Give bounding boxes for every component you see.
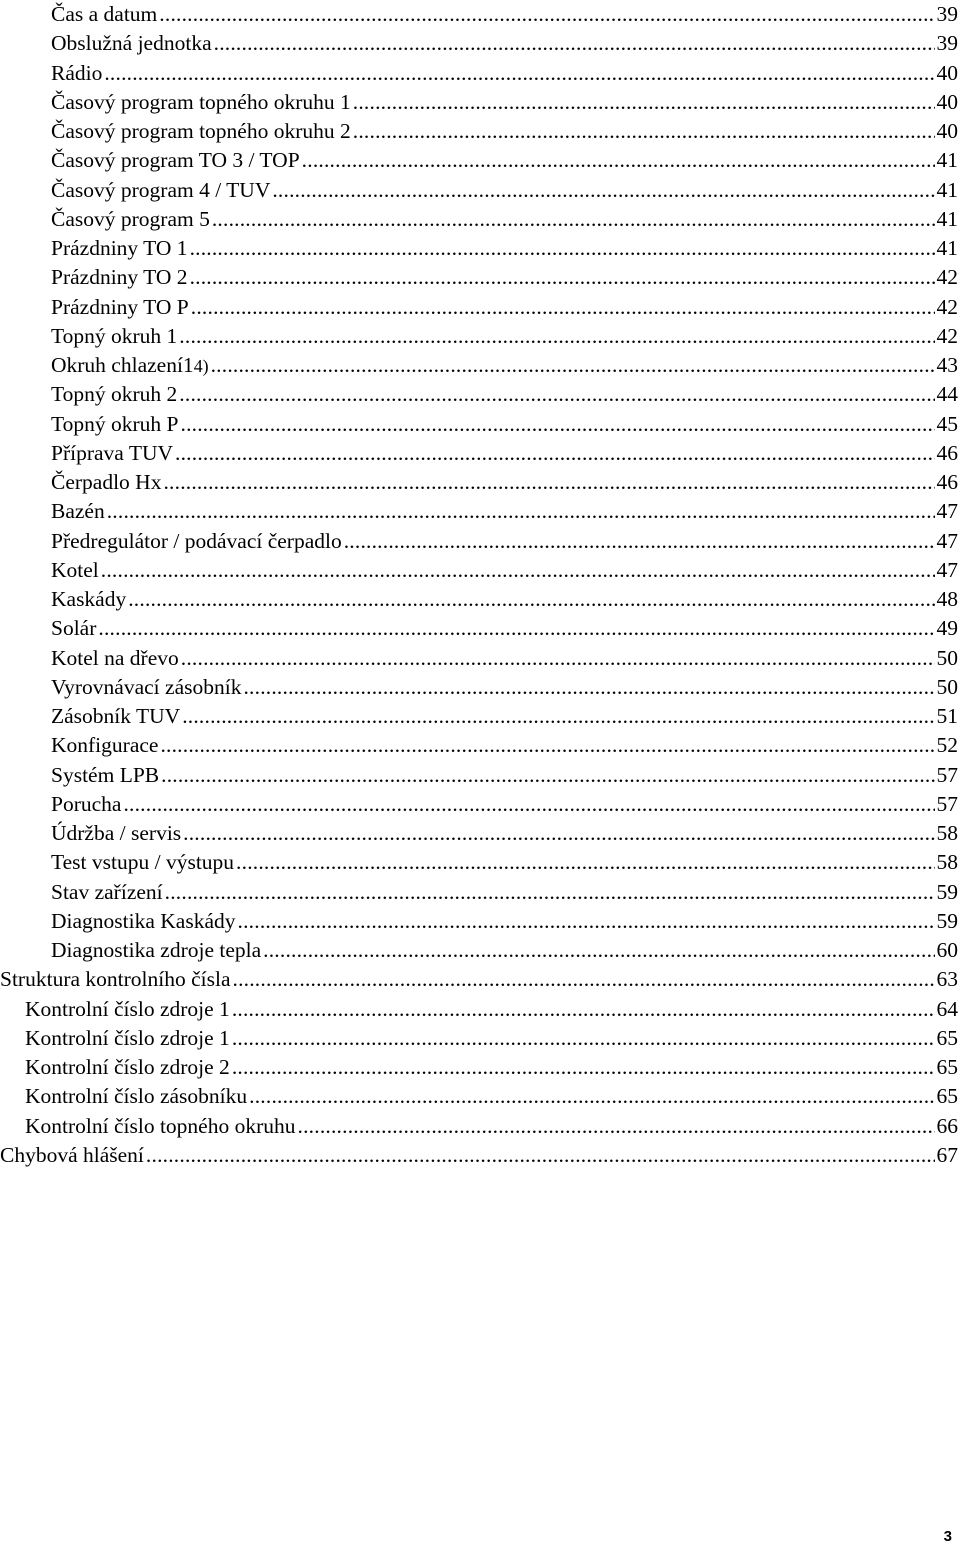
toc-entry-title: Konfigurace — [51, 733, 159, 758]
dot-leader — [263, 936, 934, 965]
dot-leader — [211, 351, 935, 380]
dot-leader — [353, 88, 935, 117]
dot-leader — [298, 1112, 935, 1141]
toc-entry[interactable] — [0, 965, 960, 994]
toc-entry[interactable] — [0, 556, 960, 585]
toc-entry-page: 39 — [936, 2, 958, 26]
toc-entry-page: 51 — [936, 704, 958, 728]
toc-entry[interactable] — [0, 878, 960, 907]
toc-entry-page: 41 — [936, 206, 958, 231]
toc-entry-page: 45 — [936, 411, 958, 436]
toc-entry-title: Kontrolní číslo zdroje 1 — [25, 1025, 230, 1050]
toc-entry[interactable] — [0, 88, 960, 117]
dot-leader — [181, 410, 935, 439]
toc-entry-page: 66 — [936, 1113, 958, 1138]
toc-entry-title: Časový program TO 3 / TOP — [51, 148, 300, 173]
toc-entry-title: Solár — [51, 616, 97, 641]
toc-entry[interactable] — [0, 234, 960, 263]
toc-entry-title: Vyrovnávací zásobník — [51, 674, 242, 699]
dot-leader — [179, 380, 934, 409]
toc-entry-title: Porucha — [51, 791, 122, 816]
toc-entry-page: 57 — [936, 762, 958, 787]
footnote-marker: 4) — [193, 356, 209, 376]
toc-entry-page: 60 — [936, 938, 958, 962]
toc-entry-title: Topný okruh P — [51, 411, 179, 436]
toc-entry[interactable] — [0, 205, 960, 234]
toc-entry-page: 39 — [936, 31, 958, 56]
toc-entry-page: 58 — [936, 821, 958, 845]
toc-entry[interactable] — [0, 29, 960, 58]
dot-leader — [212, 205, 935, 234]
toc-entry[interactable] — [0, 907, 960, 936]
toc-entry-title: Čas a datum — [51, 2, 158, 26]
toc-entry-title: Rádio — [51, 60, 103, 85]
toc-entry-page: 42 — [936, 294, 958, 319]
toc-entry-title: Chybová hlášení — [0, 1142, 144, 1167]
dot-leader — [272, 176, 934, 205]
toc-entry-title: Kaskády — [51, 587, 127, 611]
toc-entry[interactable] — [0, 497, 960, 526]
toc-entry-title: Kontrolní číslo zdroje 2 — [25, 1055, 230, 1079]
toc-entry-page: 41 — [936, 148, 958, 173]
dot-leader — [101, 556, 935, 585]
toc-entry[interactable] — [0, 702, 960, 731]
toc-entry-page: 57 — [936, 791, 958, 816]
toc-entry-page: 40 — [936, 89, 958, 114]
dot-leader — [249, 1082, 934, 1111]
dot-leader — [190, 234, 935, 263]
toc-entry[interactable] — [0, 1082, 960, 1111]
toc-entry-title: Obslužná jednotka — [51, 31, 212, 56]
dot-leader — [107, 497, 935, 526]
toc-entry-page: 46 — [936, 470, 958, 494]
toc-entry[interactable] — [0, 848, 960, 877]
dot-leader — [232, 1053, 935, 1082]
toc-entry[interactable] — [0, 1053, 960, 1082]
toc-entry-title: Diagnostika Kaskády — [51, 908, 236, 933]
dot-leader — [123, 790, 934, 819]
toc-entry[interactable] — [0, 146, 960, 175]
dot-leader — [181, 644, 935, 673]
toc-entry[interactable] — [0, 1112, 960, 1141]
dot-leader — [232, 995, 935, 1024]
toc-entry-title: Systém LPB — [51, 762, 160, 787]
toc-entry-title: Prázdniny TO 1 — [51, 236, 188, 260]
dot-leader — [344, 527, 935, 556]
toc-entry[interactable] — [0, 731, 960, 760]
toc-entry[interactable] — [0, 380, 960, 409]
dot-leader — [159, 0, 934, 29]
toc-entry[interactable] — [0, 644, 960, 673]
toc-entry[interactable] — [0, 936, 960, 965]
dot-leader — [161, 761, 934, 790]
toc-entry[interactable] — [0, 322, 960, 351]
toc-entry-page: 59 — [936, 879, 958, 904]
toc-entry[interactable] — [0, 614, 960, 643]
toc-entry-page: 58 — [936, 850, 958, 875]
dot-leader — [160, 731, 934, 760]
toc-entry[interactable] — [0, 1141, 960, 1170]
toc-entry-page: 65 — [936, 1025, 958, 1050]
toc-entry[interactable] — [0, 59, 960, 88]
toc-entry-page: 65 — [936, 1084, 958, 1109]
toc-entry-page: 50 — [936, 645, 958, 670]
toc-entry-page: 49 — [936, 616, 958, 641]
toc-entry[interactable] — [0, 1024, 960, 1053]
toc-entry[interactable] — [0, 263, 960, 292]
toc-entry-page: 42 — [936, 323, 958, 348]
dot-leader — [179, 322, 934, 351]
dot-leader — [233, 965, 935, 994]
dot-leader — [146, 1141, 935, 1170]
dot-leader — [190, 263, 935, 292]
toc-entry-title: Předregulátor / podávací čerpadlo — [51, 528, 342, 553]
toc-entry-title: Kontrolní číslo zdroje 1 — [25, 996, 230, 1021]
toc-entry-page: 47 — [936, 528, 958, 553]
toc-entry-title: Diagnostika zdroje tepla — [51, 938, 262, 962]
toc-entry[interactable] — [0, 995, 960, 1024]
dot-leader — [214, 29, 935, 58]
toc-entry-title: Struktura kontrolního čísla — [0, 967, 231, 992]
dot-leader — [182, 702, 934, 731]
toc-entry-title: Kontrolní číslo zásobníku — [25, 1084, 248, 1109]
toc-entry-title: Test vstupu / výstupu — [51, 850, 235, 875]
dot-leader — [163, 468, 934, 497]
toc-entry-title: Údržba / servis — [51, 821, 182, 845]
toc-entry[interactable] — [0, 790, 960, 819]
dot-leader — [98, 614, 934, 643]
toc-entry[interactable] — [0, 468, 960, 497]
toc-entry-page: 67 — [936, 1142, 958, 1167]
dot-leader — [232, 1024, 935, 1053]
dot-leader — [191, 293, 935, 322]
toc-entry[interactable] — [0, 761, 960, 790]
toc-entry-title: Prázdniny TO 2 — [51, 265, 188, 290]
toc-entry-title: Topný okruh 2 — [51, 382, 178, 407]
dot-leader — [128, 585, 934, 614]
toc-entry[interactable] — [0, 351, 960, 380]
toc-entry-page: 59 — [936, 908, 958, 933]
dot-leader — [183, 819, 934, 848]
toc-entry-title: Časový program topného okruhu 2 — [51, 119, 351, 143]
toc-entry[interactable] — [0, 527, 960, 556]
toc-entry-page: 47 — [936, 499, 958, 524]
dot-leader — [175, 439, 934, 468]
toc-entry-title: Okruh chlazení1 — [51, 353, 194, 377]
dot-leader — [238, 907, 935, 936]
dot-leader — [302, 146, 935, 175]
toc-entry-title: Čerpadlo Hx — [51, 470, 162, 494]
toc-entry-page: 40 — [936, 119, 958, 143]
dot-leader — [236, 848, 934, 877]
toc-entry-title: Časový program 5 — [51, 206, 210, 231]
toc-entry[interactable] — [0, 439, 960, 468]
toc-entry-page: 44 — [936, 382, 958, 407]
toc-entry-page: 64 — [936, 996, 958, 1021]
toc-entry[interactable] — [0, 819, 960, 848]
toc-entry[interactable] — [0, 0, 960, 29]
toc-entry-title: Kotel na dřevo — [51, 645, 179, 670]
dot-leader — [104, 59, 934, 88]
toc-entry[interactable] — [0, 673, 960, 702]
toc-entry-title: Topný okruh 1 — [51, 323, 178, 348]
toc-entry-title: Časový program 4 / TUV — [51, 177, 271, 202]
toc-entry-page: 42 — [936, 265, 958, 290]
toc-entry[interactable] — [0, 117, 960, 146]
toc-entry-page: 63 — [936, 967, 958, 992]
toc-entry[interactable] — [0, 410, 960, 439]
toc-entry-title: Prázdniny TO P — [51, 294, 189, 319]
toc-entry[interactable] — [0, 293, 960, 322]
toc-entry-title: Příprava TUV — [51, 440, 174, 465]
toc-entry-title: Bazén — [51, 499, 105, 524]
toc-entry-page: 40 — [936, 60, 958, 85]
toc-entry-title: Kotel — [51, 557, 99, 582]
toc-entry-title: Zásobník TUV — [51, 704, 181, 728]
dot-leader — [353, 117, 935, 146]
toc-entry-title: Kontrolní číslo topného okruhu — [25, 1113, 296, 1138]
dot-leader — [165, 878, 935, 907]
toc-entry-title: Časový program topného okruhu 1 — [51, 89, 351, 114]
toc-entry-page: 52 — [936, 733, 958, 758]
toc-entry-page: 46 — [936, 440, 958, 465]
toc-entry[interactable] — [0, 176, 960, 205]
page-number: 3 — [943, 1528, 952, 1545]
toc-entry[interactable] — [0, 585, 960, 614]
toc-entry-page: 65 — [936, 1055, 958, 1079]
toc-entry-page: 43 — [936, 353, 958, 377]
dot-leader — [243, 673, 934, 702]
toc-entry-page: 47 — [936, 557, 958, 582]
toc-entry-page: 41 — [936, 236, 958, 260]
toc-entry-title: Stav zařízení — [51, 879, 163, 904]
toc-entry-page: 50 — [936, 674, 958, 699]
toc-entry-page: 48 — [936, 587, 958, 611]
toc-entry-page: 41 — [936, 177, 958, 202]
